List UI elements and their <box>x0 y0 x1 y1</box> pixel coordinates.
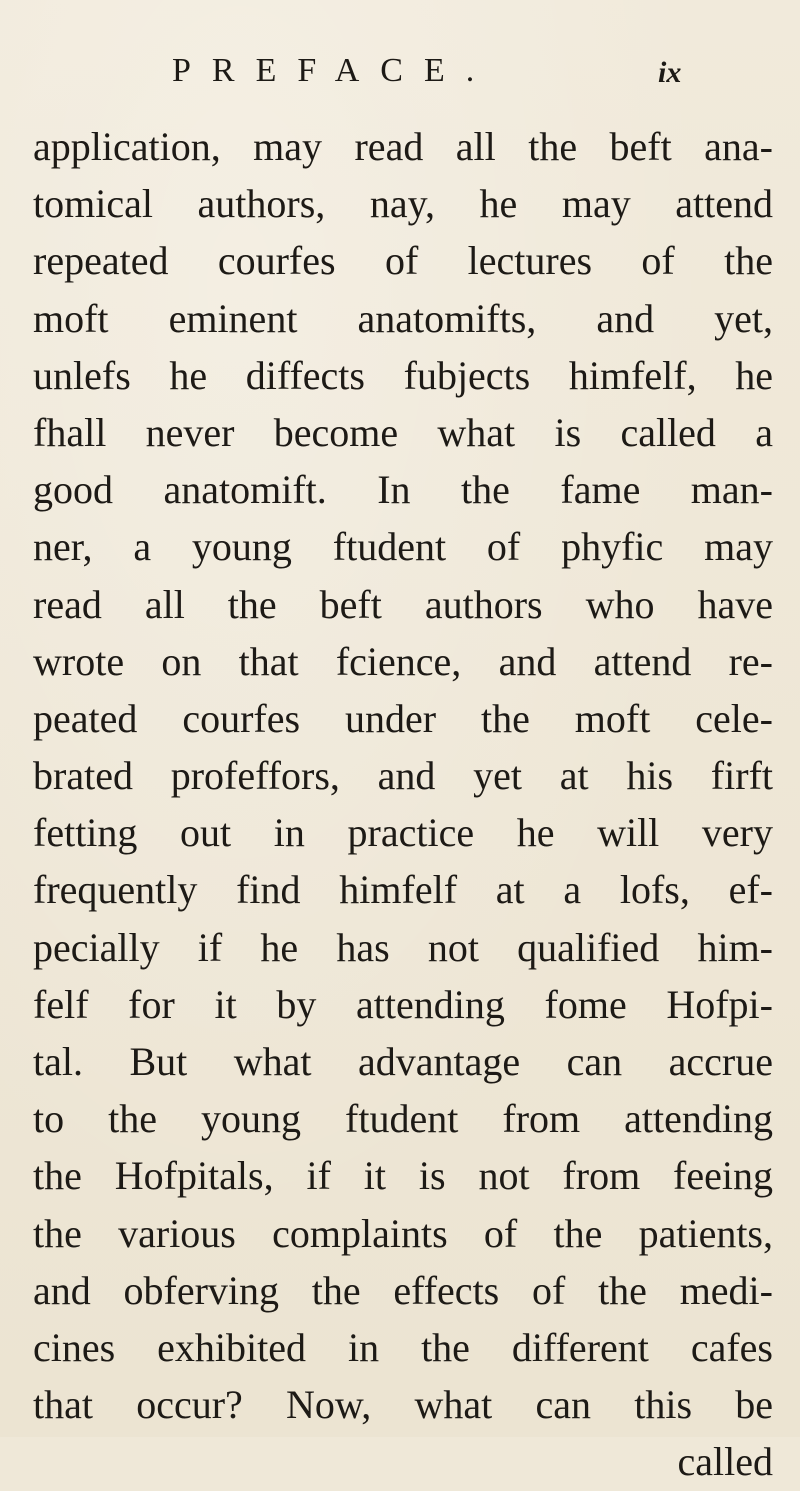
text-line: cines exhibited in the different cafes <box>33 1324 773 1370</box>
text-line: and obferving the effects of the medi- <box>33 1267 773 1313</box>
text-line: peated courfes under the moft cele- <box>33 695 773 741</box>
text-line: the various complaints of the patients, <box>33 1210 773 1256</box>
text-line: that occur? Now, what can this be <box>33 1382 773 1428</box>
text-line: application, may read all the beft ana- <box>33 124 773 169</box>
text-line: fetting out in practice he will very <box>33 810 773 856</box>
body-text <box>33 118 773 1491</box>
text-line: to the young ftudent from attending <box>33 1096 773 1142</box>
text-line: the Hofpitals, if it is not from feeing <box>33 1153 773 1199</box>
text-line: read all the beft authors who have <box>33 581 773 627</box>
text-line: ner, a young ftudent of phyfic may <box>33 524 773 570</box>
running-head-title: PREFACE. <box>172 52 496 89</box>
text-line: unlefs he diffects fubjects himfelf, he <box>33 352 773 398</box>
catchword: called <box>677 1439 773 1485</box>
text-line: frequently find himfelf at a lofs, ef- <box>33 867 773 913</box>
text-line: moft eminent anatomifts, and yet, <box>33 295 773 341</box>
text-line: pecially if he has not qualified him- <box>33 924 773 970</box>
text-line: tomical authors, nay, he may attend <box>33 181 773 227</box>
text-line: good anatomift. In the fame man- <box>33 467 773 513</box>
running-head <box>172 42 692 102</box>
text-line: tal. But what advantage can accrue <box>33 1039 773 1084</box>
text-line: brated profeffors, and yet at his firft <box>33 753 773 799</box>
text-line: felf for it by attending fome Hofpi- <box>33 981 773 1027</box>
text-line: wrote on that fcience, and attend re- <box>33 638 773 684</box>
text-line: fhall never become what is called a <box>33 409 773 455</box>
page-number: ix <box>658 56 682 89</box>
text-line: repeated courfes of lectures of the <box>33 238 773 284</box>
